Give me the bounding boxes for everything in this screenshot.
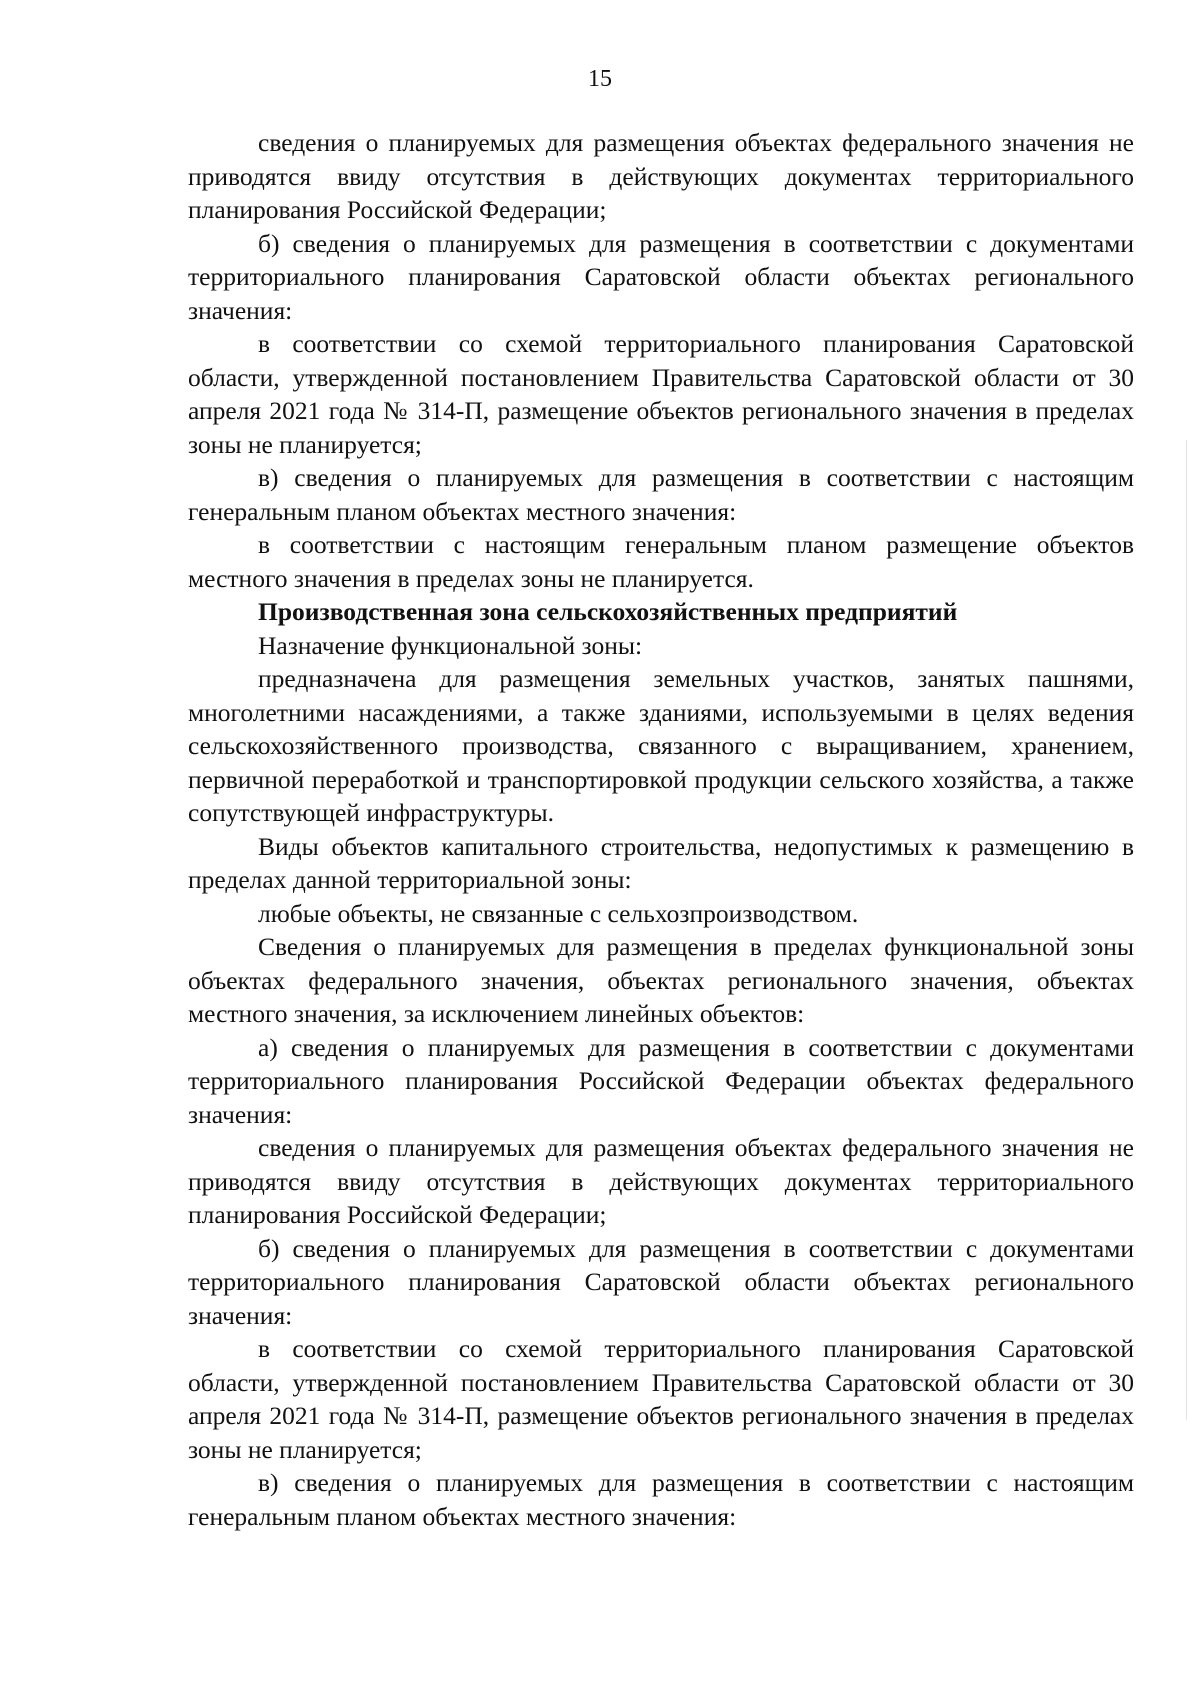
paragraph-regional-objects-b: б) сведения о планируемых для размещения в соответствии с документами территориального планирования Саратовской области объектах регионального значения:	[188, 228, 1134, 325]
document-body	[188, 126, 1134, 1533]
paragraph-any-objects: любые объекты, не связанные с сельхозпроизводством.	[258, 898, 859, 928]
paragraph-regional-scheme: в соответствии со схемой территориального планирования Саратовской области, утвержденной постановлением Правительства Саратовской области от 30 апреля 2021 года № 314-П, размещение объектов регионального значения в пределах зоны не планируется;	[188, 329, 1134, 459]
paragraph-federal-objects-info-2: сведения о планируемых для размещения объектах федерального значения не приводятся ввиду отсутствия в действующих документах территориального планирования Российской Федерации;	[188, 1133, 1134, 1229]
paragraph-regional-objects-b-2: б) сведения о планируемых для размещения в соответствии с документами территориального планирования Саратовской области объектах регионального значения:	[188, 1233, 1134, 1330]
paragraph-planned-objects-info: Сведения о планируемых для размещения в пределах функциональной зоны объектах федерального значения, объектах регионального значения, объектах местного значения, за исключением линейных объектов:	[188, 932, 1134, 1028]
paragraph-local-not-planned: в соответствии с настоящим генеральным планом размещение объектов местного значения в пределах зоны не планируется.	[188, 530, 1134, 593]
paragraph-federal-objects-info: сведения о планируемых для размещения объектах федерального значения не приводятся ввиду отсутствия в действующих документах территориального планирования Российской Федерации;	[188, 128, 1134, 224]
paragraph-regional-scheme-2: в соответствии со схемой территориального планирования Саратовской области, утвержденной постановлением Правительства Саратовской области от 30 апреля 2021 года № 314-П, размещение объектов регионального значения в пределах зоны не планируется;	[188, 1334, 1134, 1464]
page-number: 15	[588, 66, 612, 92]
paragraph-prohibited-objects: Виды объектов капитального строительства, недопустимых к размещению в пределах данной территориальной зоны:	[188, 831, 1134, 894]
section-heading: Производственная зона сельскохозяйственных предприятий	[258, 597, 958, 626]
paragraph-zone-purpose-label: Назначение функциональной зоны:	[258, 630, 643, 660]
paragraph-zone-purpose: предназначена для размещения земельных участков, занятых пашнями, многолетними насаждениями, а также зданиями, используемыми в целях ведения сельскохозяйственного производства, связанного с выращиванием, хранением, первичной переработкой и транспортировкой продукции сельского хозяйства, а также сопутствующей инфраструктуры.	[188, 664, 1134, 827]
paragraph-local-objects-v: в) сведения о планируемых для размещения в соответствии с настоящим генеральным планом объектах местного значения:	[188, 463, 1134, 526]
paragraph-federal-objects-a: а) сведения о планируемых для размещения в соответствии с документами территориального планирования Российской Федерации объектах федерального значения:	[188, 1032, 1134, 1129]
scan-edge-line	[1186, 440, 1187, 1420]
paragraph-local-objects-v-2: в) сведения о планируемых для размещения в соответствии с настоящим генеральным планом объектах местного значения:	[188, 1468, 1134, 1531]
